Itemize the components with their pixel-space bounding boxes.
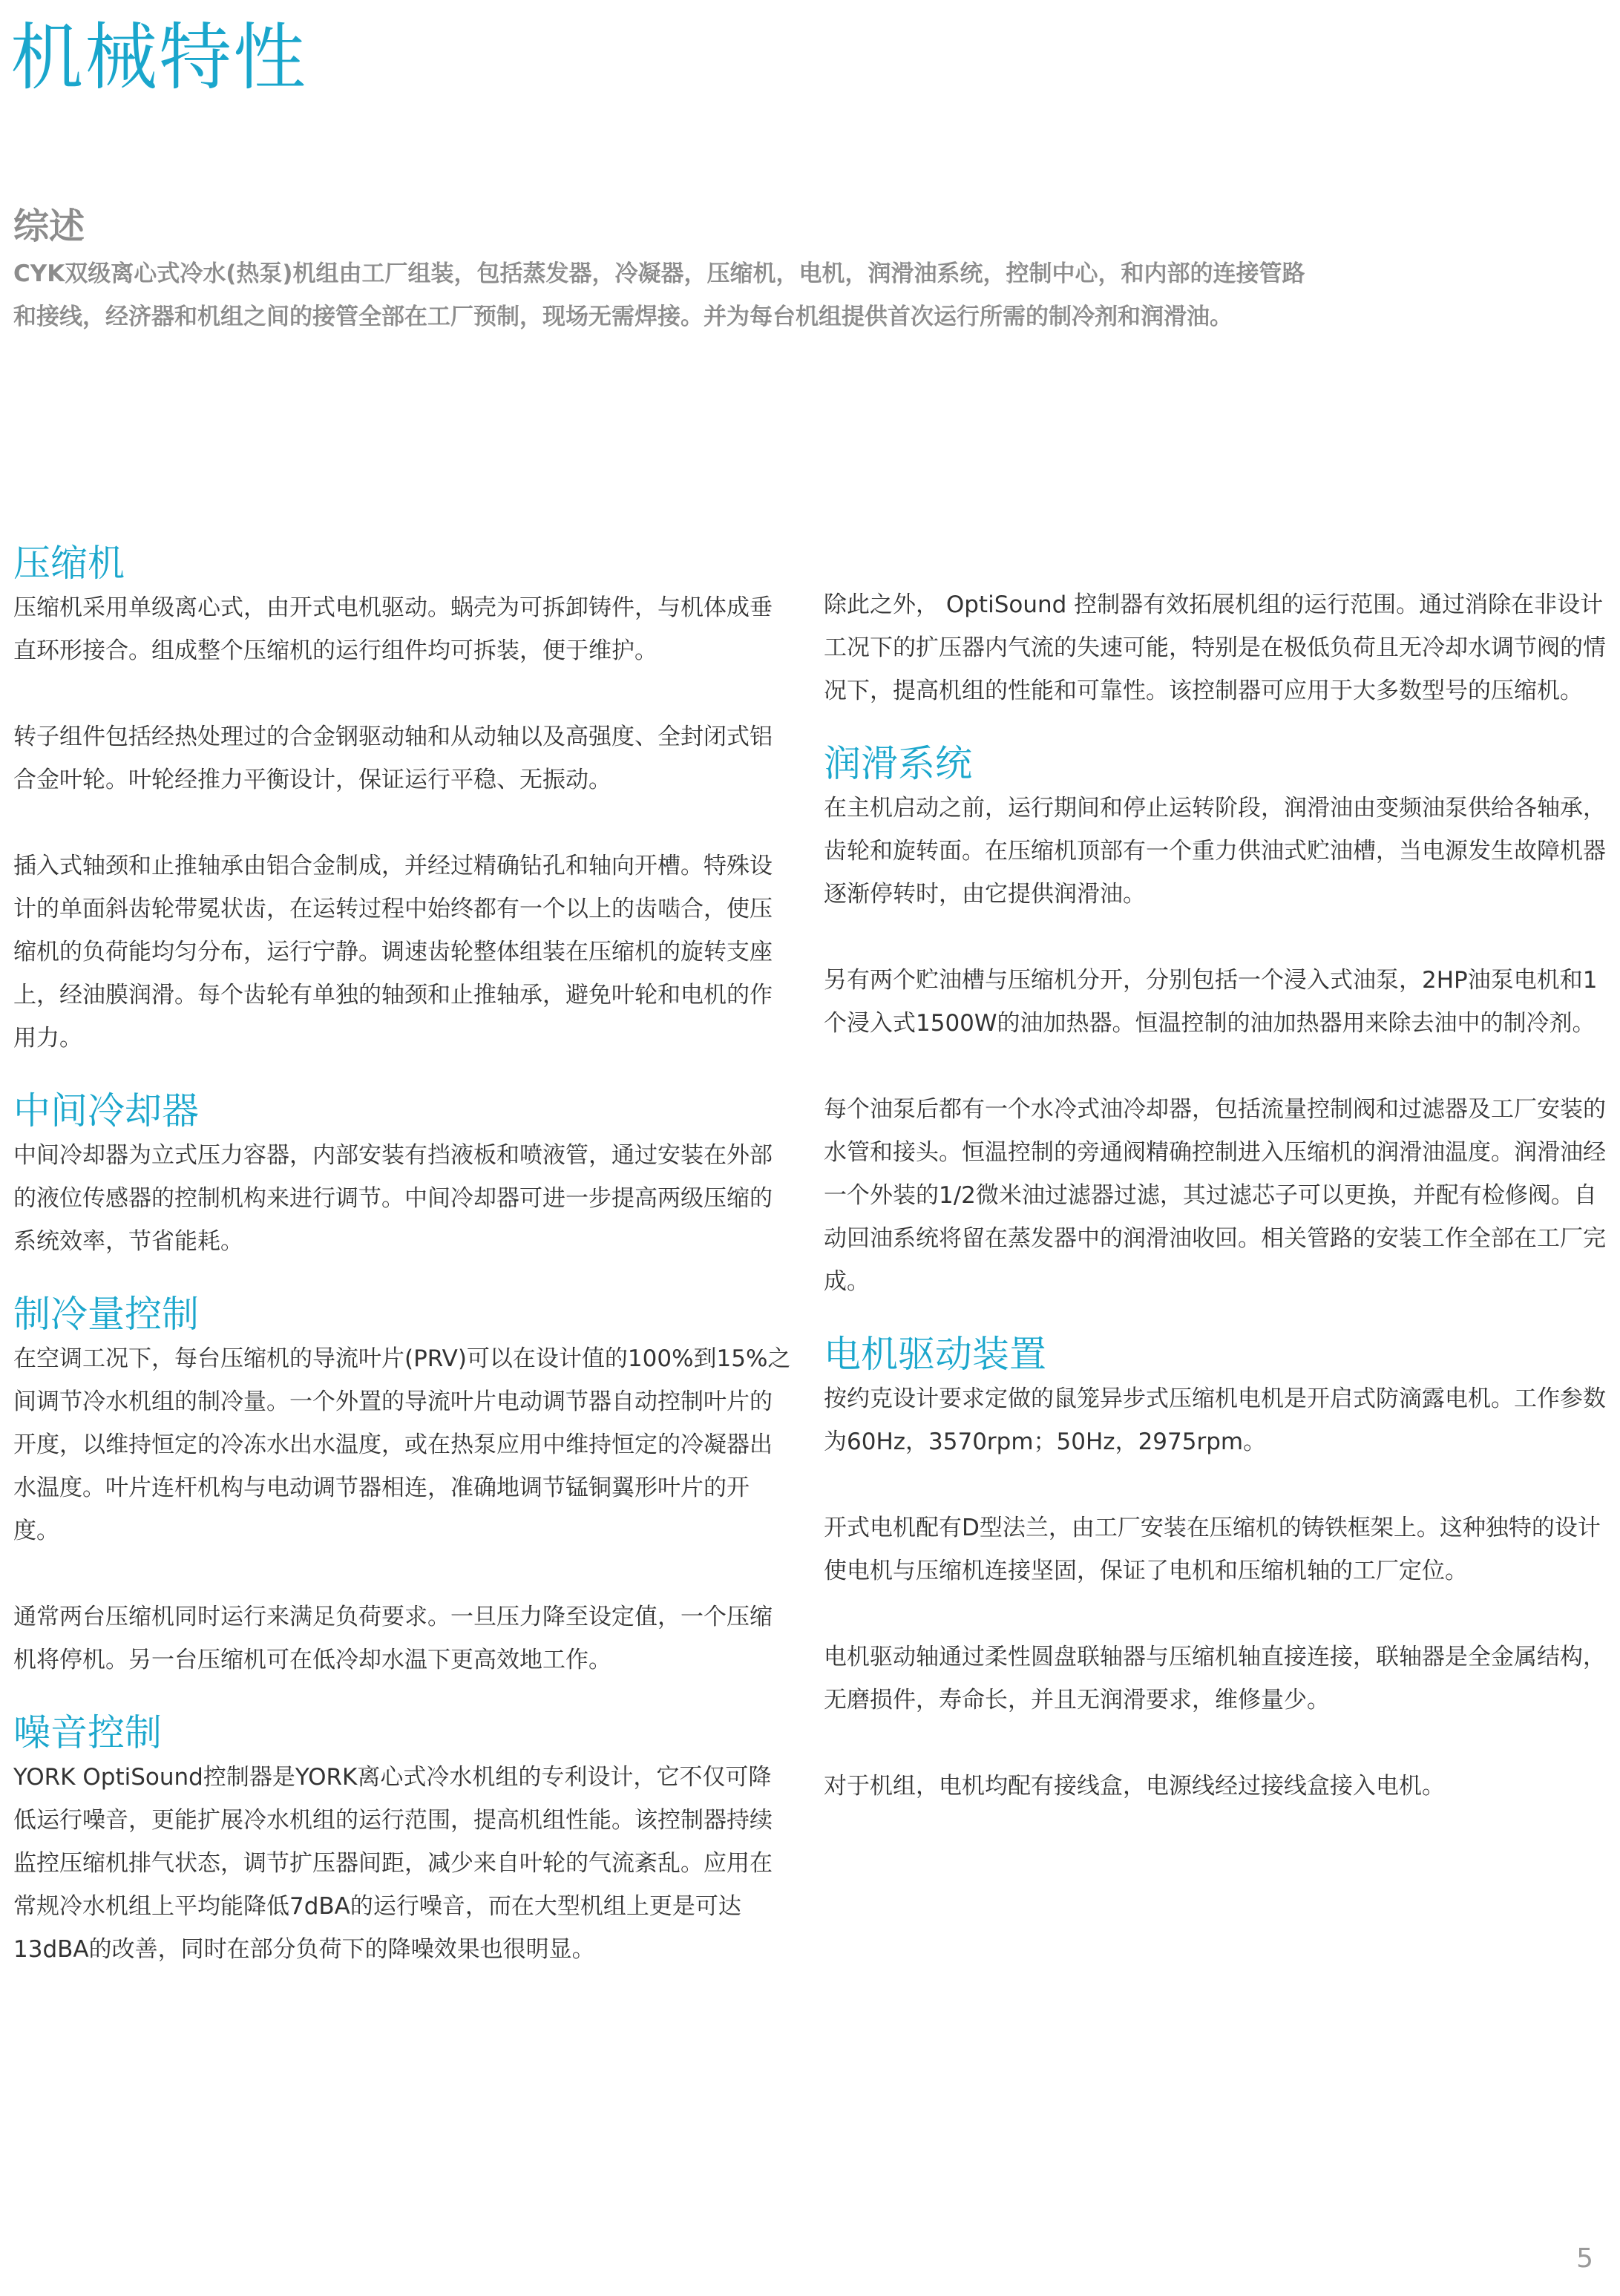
- section-title-compressor: 压缩机: [13, 542, 125, 585]
- right-column: [824, 583, 1607, 1808]
- paragraph: 在主机启动之前，运行期间和停止运转阶段，润滑油由变频油泵供给各轴承，齿轮和旋转面。在压缩机顶部有一个重力供油式贮油槽，当电源发生故障机器逐渐停转时，由它提供润滑油。: [824, 795, 1606, 908]
- paragraph: YORK OptiSound控制器是YORK离心式冷水机组的专利设计，它不仅可降低运行噪音，更能扩展冷水机组的运行范围，提高机组性能。该控制器持续监控压缩机排气状态，调节扩压器间距，减少来自叶轮的气流紊乱。应用在常规冷水机组上平均能降低7dBA的运行噪音，而在大型机组上更是可达13dBA的改善，同时在部分负荷下的降噪效果也很明显。: [13, 1764, 773, 1963]
- section-title-capacity-control: 制冷量控制: [13, 1293, 199, 1336]
- paragraph: 压缩机采用单级离心式，由开式电机驱动。蜗壳为可拆卸铸件，与机体成垂直环形接合。组成整个压缩机的运行组件均可拆装，便于维护。: [13, 594, 773, 664]
- paragraph: 通常两台压缩机同时运行来满足负荷要求。一旦压力降至设定值，一个压缩机将停机。另一台压缩机可在低冷却水温下更高效地工作。: [13, 1604, 773, 1673]
- paragraph: 电机驱动轴通过柔性圆盘联轴器与压缩机轴直接连接，联轴器是全金属结构，无磨损件，寿命长，并且无润滑要求，维修量少。: [824, 1644, 1606, 1713]
- paragraph: 开式电机配有D型法兰，由工厂安装在压缩机的铸铁框架上。这种独特的设计使电机与压缩机连接坚固，保证了电机和压缩机轴的工厂定位。: [824, 1515, 1601, 1584]
- section-title-lubrication: 润滑系统: [824, 742, 972, 785]
- section-capacity-control: [13, 1291, 793, 1682]
- overview-heading: 综述: [13, 206, 85, 247]
- page-number: 5: [1576, 2243, 1593, 2274]
- paragraph: 对于机组，电机均配有接线盒，电源线经过接线盒接入电机。: [824, 1773, 1445, 1800]
- left-column: [13, 540, 793, 1971]
- section-lubrication: [824, 741, 1607, 1303]
- page-title: 机械特性: [10, 16, 308, 100]
- paragraph: 在空调工况下，每台压缩机的导流叶片(PRV)可以在设计值的100%到15%之间调节冷水机组的制冷量。一个外置的导流叶片电动调节器自动控制叶片的开度，以维持恒定的冷冻水出水温度，或在热泵应用中维持恒定的冷凝器出水温度。叶片连杆机构与电动调节器相连，准确地调节锰铜翼形叶片的开度。: [13, 1345, 791, 1544]
- section-compressor: [13, 540, 793, 1060]
- paragraph: 按约克设计要求定做的鼠笼异步式压缩机电机是开启式防滴露电机。工作参数为60Hz，3570rpm；50Hz，2975rpm。: [824, 1385, 1606, 1455]
- paragraph: 插入式轴颈和止推轴承由铝合金制成，并经过精确钻孔和轴向开槽。特殊设计的单面斜齿轮带冕状齿，在运转过程中始终都有一个以上的齿啮合，使压缩机的负荷能均匀分布，运行宁静。调速齿轮整体组装在压缩机的旋转支座上，经油膜润滑。每个齿轮有单独的轴颈和止推轴承，避免叶轮和电机的作用力。: [13, 853, 773, 1052]
- section-motor-drive: [824, 1331, 1607, 1808]
- section-noise-control: [13, 1710, 793, 1971]
- section-optisound-continued: [824, 583, 1607, 712]
- section-title-motor-drive: 电机驱动装置: [824, 1333, 1046, 1376]
- paragraph: 除此之外， OptiSound 控制器有效拓展机组的运行范围。通过消除在非设计工况下的扩压器内气流的失速可能，特别是在极低负荷且无冷却水调节阀的情况下，提高机组的性能和可靠性。该控制器可应用于大多数型号的压缩机。: [824, 591, 1606, 704]
- section-title-intercooler: 中间冷却器: [13, 1089, 199, 1132]
- paragraph: 另有两个贮油槽与压缩机分开，分别包括一个浸入式油泵，2HP油泵电机和1个浸入式1500W的油加热器。恒温控制的油加热器用来除去油中的制冷剂。: [824, 967, 1598, 1037]
- overview-body: CYK双级离心式冷水(热泵)机组由工厂组装，包括蒸发器，冷凝器，压缩机，电机，润滑油系统，控制中心，和内部的连接管路和接线，经济器和机组之间的接管全部在工厂预制，现场无需焊接。并为每台机组提供首次运行所需的制冷剂和润滑油。: [13, 260, 1305, 330]
- section-title-noise-control: 噪音控制: [13, 1711, 162, 1754]
- section-intercooler: [13, 1088, 793, 1263]
- paragraph: 中间冷却器为立式压力容器，内部安装有挡液板和喷液管，通过安装在外部的液位传感器的控制机构来进行调节。中间冷却器可进一步提高两级压缩的系统效率，节省能耗。: [13, 1142, 773, 1255]
- paragraph: 每个油泵后都有一个水冷式油冷却器，包括流量控制阀和过滤器及工厂安装的水管和接头。恒温控制的旁通阀精确控制进入压缩机的润滑油温度。润滑油经一个外装的1/2微米油过滤器过滤，其过滤芯子可以更换，并配有检修阀。自动回油系统将留在蒸发器中的润滑油收回。相关管路的安装工作全部在工厂完成。: [824, 1096, 1606, 1295]
- paragraph: 转子组件包括经热处理过的合金钢驱动轴和从动轴以及高强度、全封闭式铝合金叶轮。叶轮经推力平衡设计，保证运行平稳、无振动。: [13, 724, 773, 793]
